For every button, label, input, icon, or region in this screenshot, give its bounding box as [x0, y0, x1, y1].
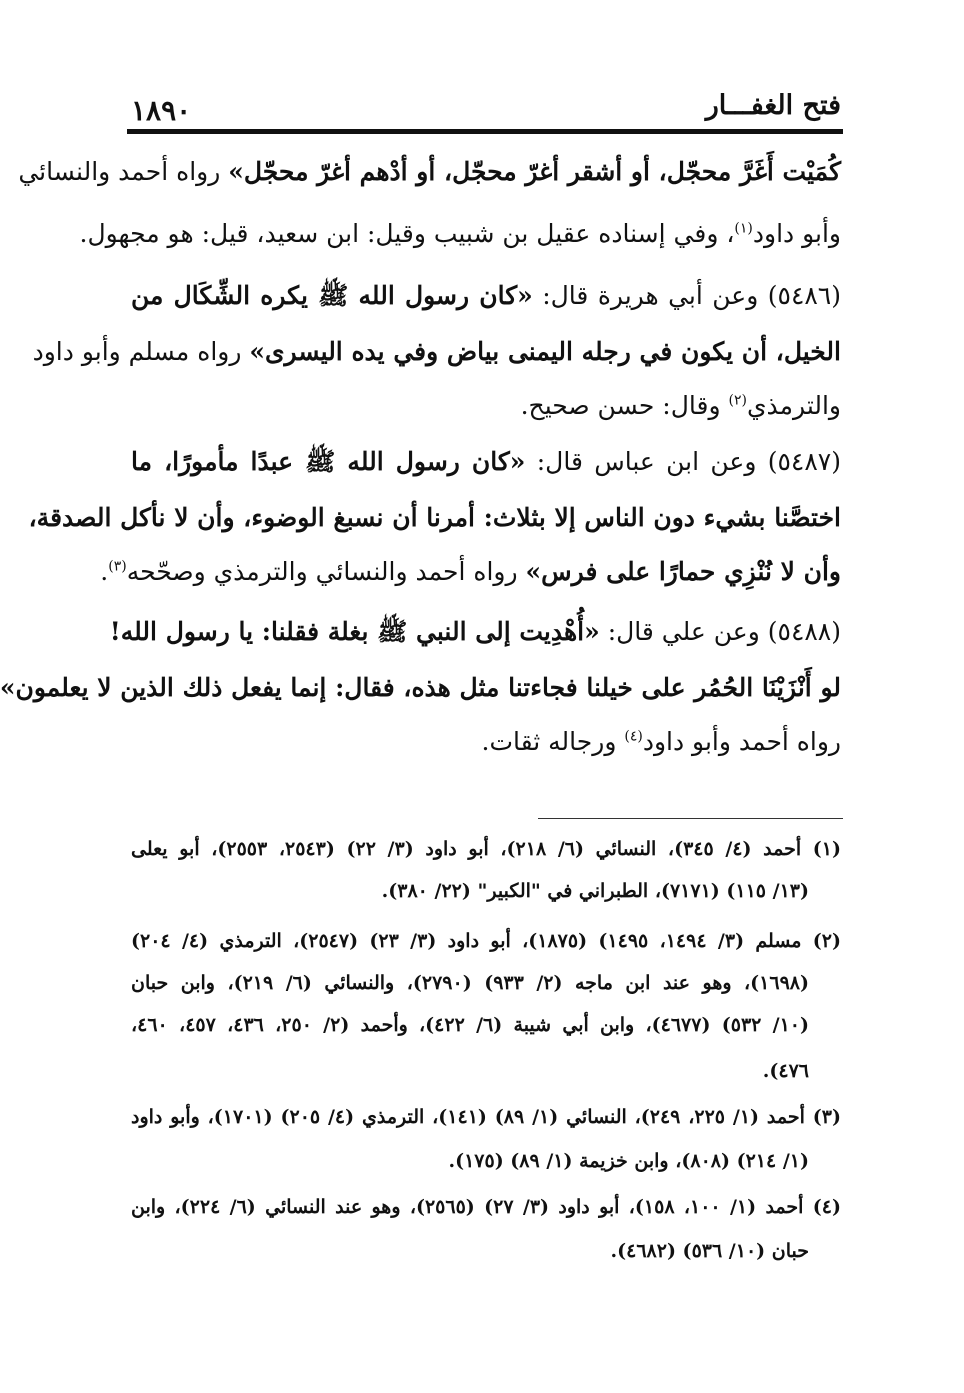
footnote-separator [538, 818, 843, 819]
footnote-3-cont: (١/ ٢١٤) (٨٠٨)، وابن خزيمة (١/ ٨٩) (١٧٥). [448, 1150, 809, 1172]
footnote-ref: (١) [734, 220, 753, 237]
text-line: اختصَّنا بشيء دون الناس إلا بثلاث: أمرنا أن نسبغ الوضوء، وأن لا نأكل الصدقة، [28, 503, 841, 532]
header-rule [127, 129, 843, 134]
footnote-2-cont: ٤٧٦). [762, 1060, 809, 1082]
text-line: والترمذي$^{(٢)}$ وقال: حسن صحيح. [520, 391, 841, 420]
footnote-ref: (٣) [108, 558, 127, 575]
footnote-4-cont: حبان (١٠/ ٥٣٦) (٤٦٨٢). [610, 1240, 809, 1262]
hadith-5487: (٥٤٨٧) وعن ابن عباس قال: «كان رسول الله ﷺ عبدًا مأمورًا، ما [131, 447, 841, 476]
footnote-2-cont: (١٠/ ٥٣٢) (٤٦٧٧)، وابن أبي شيبة (٦/ ٤٢٢)، وأحمد (٢/ ٢٥٠، ٤٣٦، ٤٥٧، ٤٦٠، [131, 1014, 809, 1036]
text-line: وأبو داود$^{(١)}$، وفي إسناده عقيل بن شبيب وقيل: ابن سعيد، قيل: هو مجهول. [79, 219, 841, 248]
text-line: وأن لا نُنْزِي حمارًا على فرس» رواه أحمد والنسائي والترمذي وصحّحه$^{(٣)}$. [100, 557, 841, 586]
hadith-number: (٥٤٨٧) [767, 447, 841, 476]
footnote-ref: (٤) [624, 728, 643, 745]
footnote-3: (٣) أحمد (١/ ٢٢٥، ٢٤٩)، النسائي (١/ ٨٩) (١٤١)، الترمذي (٤/ ٢٠٥) (١٧٠١)، وأبو داود [131, 1106, 841, 1128]
text-line: رواه أحمد وأبو داود$^{(٤)}$ ورجاله ثقات. [481, 727, 841, 756]
footnote-2: (٢) مسلم (٣/ ١٤٩٤، ١٤٩٥) (١٨٧٥)، أبو داود (٣/ ٢٣) (٢٥٤٧)، الترمذي (٤/ ٢٠٤) [131, 930, 842, 952]
text-line: كُمَيْت أَغَرَّ محجّل، أو أشقر أغرّ محجّل، أو أدْهم أغرّ محجّل» رواه أحمد والنسائي [18, 157, 841, 186]
footnote-ref: (٢) [728, 392, 747, 409]
footnote-1: (١) أحمد (٤/ ٣٤٥)، النسائي (٦/ ٢١٨)، أبو داود (٣/ ٢٢) (٢٥٤٣، ٢٥٥٣)، أبو يعلى [131, 838, 841, 860]
footnote-1-cont: (١٣/ ١١٥) (٧١٧١)، الطبراني في "الكبير" (٢٢/ ٣٨٠). [381, 880, 809, 902]
page-number: ١٨٩٠ [131, 94, 192, 127]
running-title: فتح الغفـــار [705, 90, 841, 121]
hadith-number: (٥٤٨٨) [767, 617, 841, 646]
hadith-number: (٥٤٨٦) [767, 281, 841, 310]
footnote-2-cont: (١٦٩٨)، وهو عند ابن ماجه (٢/ ٩٣٣) (٢٧٩٠)، والنسائي (٦/ ٢١٩)، وابن حبان [131, 972, 809, 994]
text-line: لو أَنْزَيْنَا الحُمُر على خيلنا فجاءتنا مثل هذه، فقال: إنما يفعل ذلك الذين لا يعلمون» [0, 673, 841, 702]
footnote-4: (٤) أحمد (١/ ١٠٠، ١٥٨)، أبو داود (٣/ ٢٧) (٢٥٦٥)، وهو عند النسائي (٦/ ٢٢٤)، وابن [131, 1196, 841, 1218]
page-header [131, 86, 841, 130]
hadith-5488: (٥٤٨٨) وعن علي قال: «أُهْدِيت إلى النبي ﷺ بغلة فقلنا: يا رسول الله! [109, 617, 841, 646]
hadith-5486: (٥٤٨٦) وعن أبي هريرة قال: «كان رسول الله ﷺ يكره الشِّكَال من [131, 281, 841, 310]
text-line: الخيل، أن يكون في رجله اليمنى بياض وفي يده اليسرى» رواه مسلم وأبو داود [32, 337, 841, 366]
